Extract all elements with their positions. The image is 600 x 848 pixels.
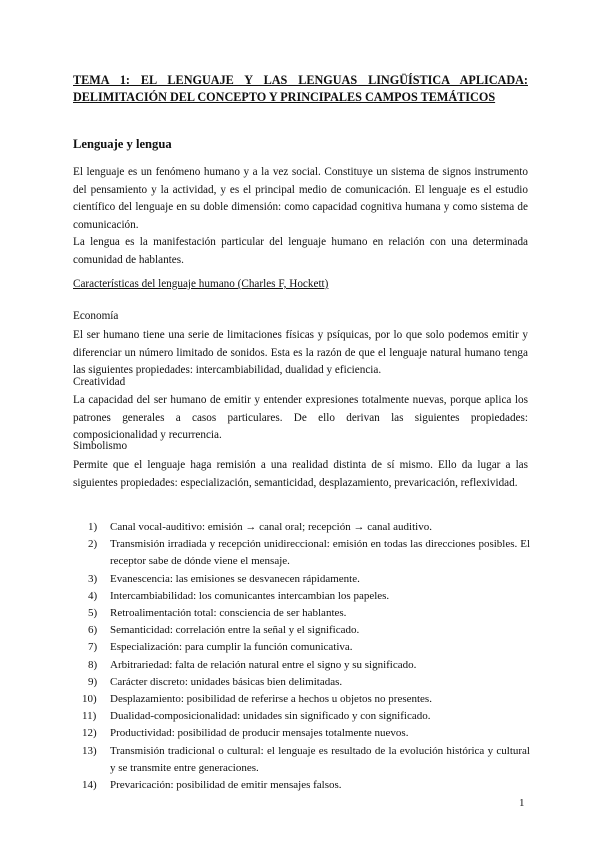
intro-paragraph-2-text: La lengua es la manifestación particular del lenguaje humano en relación con una determinada comunidad de hablantes. <box>73 236 528 266</box>
list-item-text: Productividad: posibilidad de producir mensajes totalmente nuevos. <box>110 727 409 740</box>
list-item-number: 5) <box>88 607 98 620</box>
list-item-number: 14) <box>82 779 97 792</box>
list-item <box>73 777 530 794</box>
subsection-heading-economia: Economía <box>73 310 119 322</box>
list-item <box>73 674 530 691</box>
list-item-text: Transmisión irradiada y recepción unidireccional: emisión en todas las direcciones posibles. El receptor sabe de dónde viene el mensaje. <box>110 538 530 568</box>
properties-list <box>73 519 530 794</box>
list-item-text: Prevaricación: posibilidad de emitir mensajes falsos. <box>110 779 342 792</box>
list-item-number: 3) <box>88 572 98 585</box>
list-item-text: Especialización: para cumplir la función comunicativa. <box>110 641 353 654</box>
list-item-number: 4) <box>88 589 98 602</box>
list-item <box>73 708 530 725</box>
list-item-text: Arbitrariedad: falta de relación natural entre el signo y su significado. <box>110 658 417 671</box>
list-item-text: Retroalimentación total: consciencia de ser hablantes. <box>110 607 347 620</box>
list-item <box>73 519 530 536</box>
title-line-2: DELIMITACIÓN DEL CONCEPTO Y PRINCIPALES CAMPOS TEMÁTICOS <box>73 90 496 104</box>
list-item-text: Semanticidad: correlación entre la señal y el significado. <box>110 624 360 637</box>
list-item <box>73 536 530 570</box>
list-item <box>73 588 530 605</box>
intro-paragraph-1-text: El lenguaje es un fenómeno humano y a la vez social. Constituye un sistema de signos instrumento del pensamiento y la actividad, y es el principal medio de comunicación. El lenguaje es el estudio científico del lenguaje en su doble dimensión: como capacidad cognitiva humana y como sistema de comunicación. <box>73 166 528 231</box>
subsection-text-economia <box>73 327 528 380</box>
page-number: 1 <box>519 797 525 809</box>
section-heading: Lenguaje y lengua <box>73 137 172 151</box>
list-item-text: Dualidad-composicionalidad: unidades sin significado y con significado. <box>110 710 431 723</box>
subsection-text-simbolismo-content: Permite que el lenguaje haga remisión a una realidad distinta de sí mismo. Ello da lugar a las siguientes propiedades: especialización, semanticidad, desplazamiento, prevaricación, reflexividad. <box>73 459 528 489</box>
list-item <box>73 571 530 588</box>
list-item-number: 13) <box>82 744 97 757</box>
list-item <box>73 622 530 639</box>
list-item-text: Transmisión tradicional o cultural: el lenguaje es resultado de la evolución histórica y cultural y se transmite entre generaciones. <box>110 744 530 774</box>
list-item-number: 9) <box>88 675 98 688</box>
subsection-text-creatividad-content: La capacidad del ser humano de emitir y entender expresiones totalmente nuevas, porque aplica los patrones generales a casos particulares. De ello derivan las siguientes propiedades: composicionalidad y recurrencia. <box>73 394 528 441</box>
intro-paragraph-1 <box>73 164 528 234</box>
list-item-number: 7) <box>88 641 98 654</box>
list-item-text: Evanescencia: las emisiones se desvanecen rápidamente. <box>110 572 360 585</box>
list-item <box>73 657 530 674</box>
list-item <box>73 605 530 622</box>
list-item <box>73 639 530 656</box>
list-item-number: 6) <box>88 624 98 637</box>
list-item-text: Carácter discreto: unidades básicas bien delimitadas. <box>110 675 343 688</box>
list-item-number: 12) <box>82 727 97 740</box>
subsection-text-creatividad <box>73 392 528 445</box>
subsection-text-economia-content: El ser humano tiene una serie de limitaciones físicas y psíquicas, por lo que solo podemos emitir y diferenciar un número limitado de sonidos. Esta es la razón de que el lenguaje natural humano tenga las siguientes propiedades: intercambiabilidad, dualidad y eficiencia. <box>73 329 528 376</box>
document-title <box>73 72 528 106</box>
list-item <box>73 691 530 708</box>
list-item-number: 11) <box>82 710 97 723</box>
intro-paragraph-2 <box>73 234 528 269</box>
title-line-1: TEMA 1: EL LENGUAJE Y LAS LENGUAS LINGÜÍSTICA APLICADA: <box>73 73 528 87</box>
list-item-text: Intercambiabilidad: los comunicantes intercambian los papeles. <box>110 589 390 602</box>
subsection-heading-simbolismo: Simbolismo <box>73 440 128 452</box>
list-item-number: 10) <box>82 693 97 706</box>
list-item-text: Desplazamiento: posibilidad de referirse a hechos u objetos no presentes. <box>110 693 432 706</box>
list-item <box>73 743 530 777</box>
list-item-number: 8) <box>88 658 98 671</box>
subsection-text-simbolismo <box>73 457 528 492</box>
characteristics-heading: Características del lenguaje humano (Charles F, Hockett) <box>73 278 329 290</box>
list-item-text: Canal vocal-auditivo: emisión → canal oral; recepción → canal auditivo. <box>110 521 432 533</box>
list-item-number: 2) <box>88 538 98 551</box>
list-item <box>73 725 530 742</box>
list-item-number: 1) <box>88 521 98 533</box>
subsection-heading-creatividad: Creatividad <box>73 376 126 388</box>
